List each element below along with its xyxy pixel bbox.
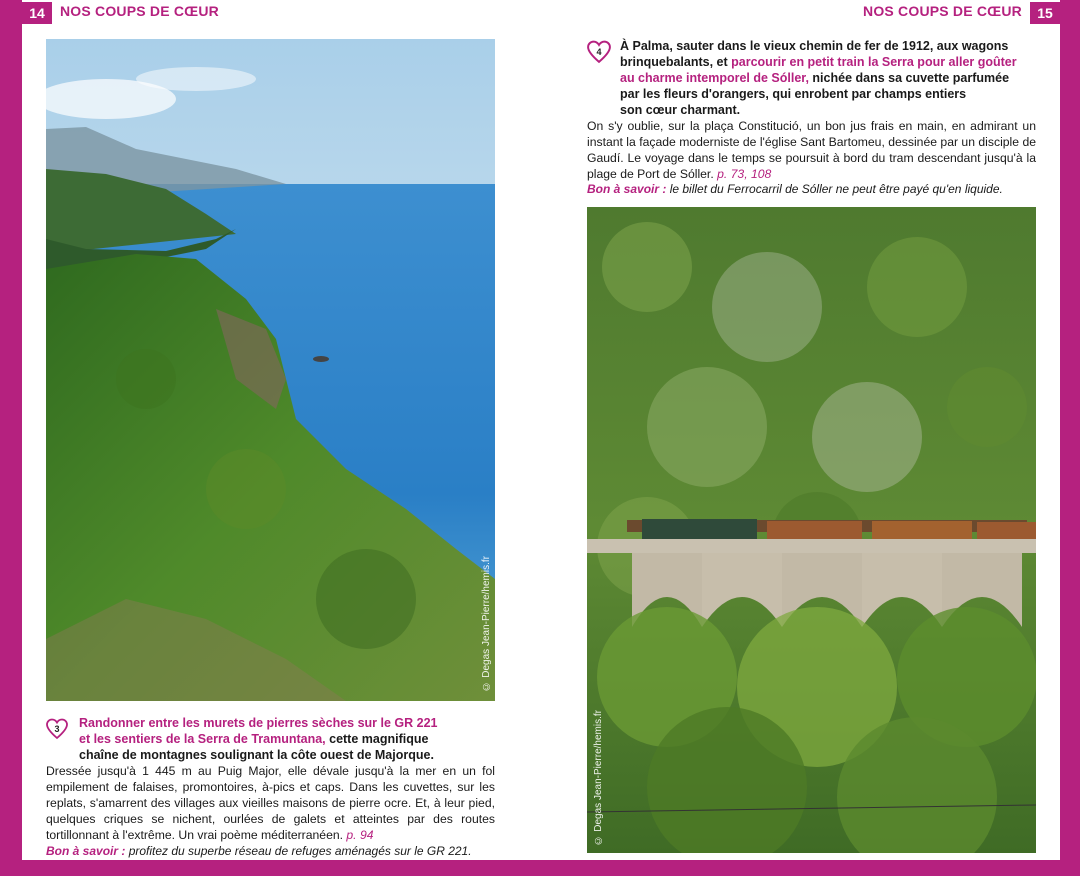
- train-viaduct-photo: [587, 207, 1036, 853]
- lead-text-5: son cœur charmant.: [620, 103, 741, 117]
- item-3-tip: [46, 843, 495, 859]
- body-paragraph: Dressée jusqu'à 1 445 m au Puig Major, elle dévale jusqu'à la mer en un fol empilement de falaises, promontoires, à-pics et caps. Dans les cuvettes, sur les replats, s'amarrent des villages aux vieilles maisons de pierre ocre. Et, à leur pied, quelques criques se nichent, ourlées de galets et atteintes par des routes tortillonnant à l'extrême. Un vrai poème méditerranéen.: [46, 764, 495, 842]
- lead-text-2: chaîne de montagnes soulignant la côte ouest de Majorque.: [79, 748, 434, 762]
- right-margin-band: [1060, 0, 1080, 876]
- tip-label: Bon à savoir :: [587, 182, 667, 196]
- page-reference-link[interactable]: p. 94: [346, 828, 374, 842]
- photo-credit-right: © Degas Jean-Pierre/hemis.fr: [593, 709, 604, 845]
- page-number-right: 15: [1030, 2, 1060, 24]
- item-3-body: [46, 763, 495, 843]
- running-title-right: NOS COUPS DE CŒUR: [863, 3, 1022, 19]
- item-4-body: [587, 118, 1036, 182]
- tip-text: le billet du Ferrocarril de Sóller ne peut être payé qu'en liquide.: [666, 182, 1003, 196]
- item-4-lead: [620, 38, 1040, 118]
- item-number-3: 3: [54, 724, 60, 734]
- coastline-photo: [46, 39, 495, 701]
- lead-text-3: nichée dans sa cuvette parfumée: [808, 71, 1010, 85]
- tip-text: profitez du superbe réseau de refuges aménagés sur le GR 221.: [125, 844, 472, 858]
- lead-highlight-1: Randonner entre les murets de pierres sèches sur le GR 221: [79, 716, 438, 730]
- item-3-lead: [79, 715, 499, 763]
- body-paragraph: On s'y oublie, sur la plaça Constitució, un bon jus frais en main, en admirant un instant la façade moderniste de l'église Sant Bartomeu, dessinée par un disciple de Gaudí. Le voyage dans le temps se poursuit à bord du tram descendant jusqu'à la plage de Port de Sóller.: [587, 119, 1036, 181]
- running-title-left: NOS COUPS DE CŒUR: [60, 3, 219, 19]
- lead-text-1: À Palma, sauter dans le vieux chemin de fer de 1912, aux wagons: [620, 39, 1009, 53]
- page-number-left: 14: [22, 2, 52, 24]
- lead-highlight-2: au charme intemporel de Sóller,: [620, 71, 809, 85]
- lead-highlight-1: parcourir en petit train la Serra pour aller goûter: [731, 55, 1017, 69]
- item-number-4: 4: [596, 47, 602, 57]
- item-4-tip: [587, 181, 1036, 197]
- tip-label: Bon à savoir :: [46, 844, 126, 858]
- lead-text-4: par les fleurs d'orangers, qui enrobent par champs entiers: [620, 87, 967, 101]
- page-reference-link[interactable]: p. 73, 108: [717, 167, 772, 181]
- photo-credit-left: © Degas Jean-Pierre/hemis.fr: [481, 555, 492, 691]
- left-margin-band: [0, 0, 22, 876]
- lead-text-2: brinquebalants, et: [620, 55, 732, 69]
- bottom-margin-band: [0, 860, 1080, 876]
- lead-text-1: cette magnifique: [325, 732, 429, 746]
- lead-highlight-2: et les sentiers de la Serra de Tramuntana,: [79, 732, 326, 746]
